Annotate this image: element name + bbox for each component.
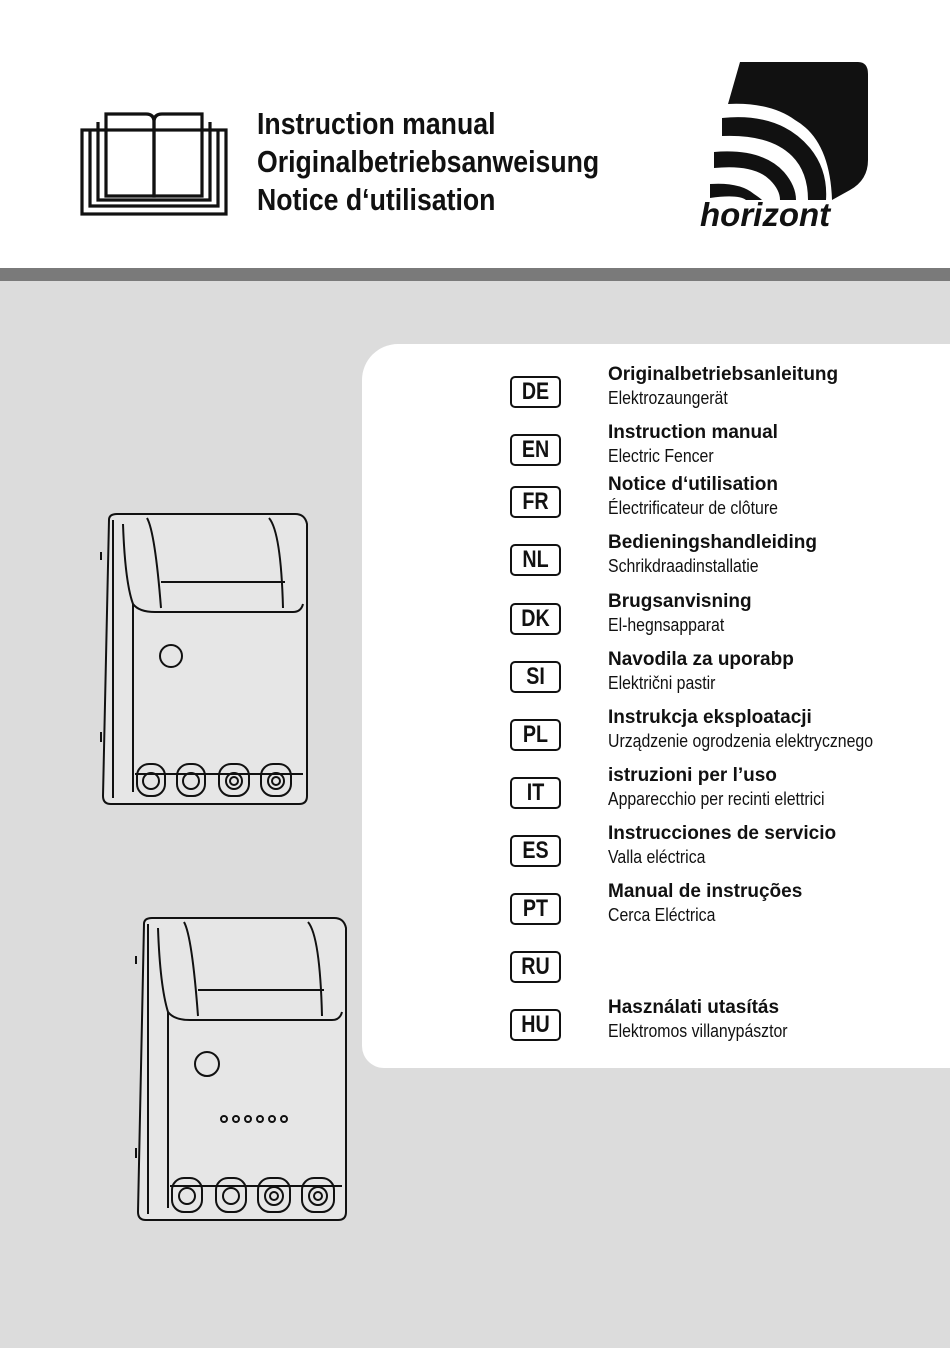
language-item-nl xyxy=(510,532,950,590)
language-subtitle: Electric Fencer xyxy=(608,446,714,466)
language-code-badge: DE xyxy=(510,376,561,408)
language-item-es xyxy=(510,823,950,881)
language-title: Originalbetriebsanleitung xyxy=(608,364,839,385)
language-item-pl xyxy=(510,707,950,765)
language-code-badge: NL xyxy=(510,544,561,576)
language-title: Instrucciones de servicio xyxy=(608,823,837,844)
device-illustration-2 xyxy=(130,916,354,1222)
language-title: Navodila za uporabp xyxy=(608,649,794,670)
language-code-badge: RU xyxy=(510,951,561,983)
language-subtitle: El-hegnsapparat xyxy=(608,615,725,635)
language-code-badge: PT xyxy=(510,893,561,925)
language-code-badge: PL xyxy=(510,719,561,751)
book-icon xyxy=(80,108,228,216)
language-title: Brugsanvisning xyxy=(608,591,752,612)
language-item-fr xyxy=(510,474,950,532)
language-item-pt xyxy=(510,881,950,939)
title-line-1: Instruction manual xyxy=(257,106,496,141)
language-subtitle: Apparecchio per recinti elettrici xyxy=(608,789,825,809)
title-line-3: Notice d‘utilisation xyxy=(257,182,496,217)
language-subtitle: Električni pastir xyxy=(608,673,716,693)
language-item-hu xyxy=(510,997,950,1055)
device-illustration xyxy=(95,512,315,806)
language-code-badge: EN xyxy=(510,434,561,466)
title-line-2: Originalbetriebsanweisung xyxy=(257,144,600,179)
language-item-de xyxy=(510,364,950,422)
language-item-it xyxy=(510,765,950,823)
language-code-badge: ES xyxy=(510,835,561,867)
language-item-dk xyxy=(510,591,950,649)
language-code-badge: IT xyxy=(510,777,561,809)
language-code-badge: FR xyxy=(510,486,561,518)
brand-name: horizont xyxy=(700,196,831,233)
language-title: Notice d‘utilisation xyxy=(608,474,778,495)
header-divider xyxy=(0,268,950,281)
language-item-si xyxy=(510,649,950,707)
language-title: Manual de instruções xyxy=(608,881,803,902)
language-title: Használati utasítás xyxy=(608,997,780,1018)
language-subtitle: Schrikdraadinstallatie xyxy=(608,556,759,576)
language-item-ru xyxy=(510,951,950,997)
language-title: Bedieningshandleiding xyxy=(608,532,818,553)
language-code-badge: DK xyxy=(510,603,561,635)
language-code-badge: SI xyxy=(510,661,561,693)
header xyxy=(0,0,950,268)
language-subtitle: Elektromos villanypásztor xyxy=(608,1021,788,1041)
title-block xyxy=(257,105,655,219)
language-subtitle: Valla eléctrica xyxy=(608,847,706,867)
language-subtitle: Urządzenie ogrodzenia elektrycznego xyxy=(608,731,874,751)
language-subtitle: Elektrozaungerät xyxy=(608,388,728,408)
language-title: Instruction manual xyxy=(608,422,778,443)
language-code-badge: HU xyxy=(510,1009,561,1041)
language-subtitle: Électrificateur de clôture xyxy=(608,498,778,518)
language-title: Instrukcja eksploatacji xyxy=(608,707,812,728)
language-subtitle: Cerca Eléctrica xyxy=(608,905,716,925)
language-title: istruzioni per l’uso xyxy=(608,765,777,786)
